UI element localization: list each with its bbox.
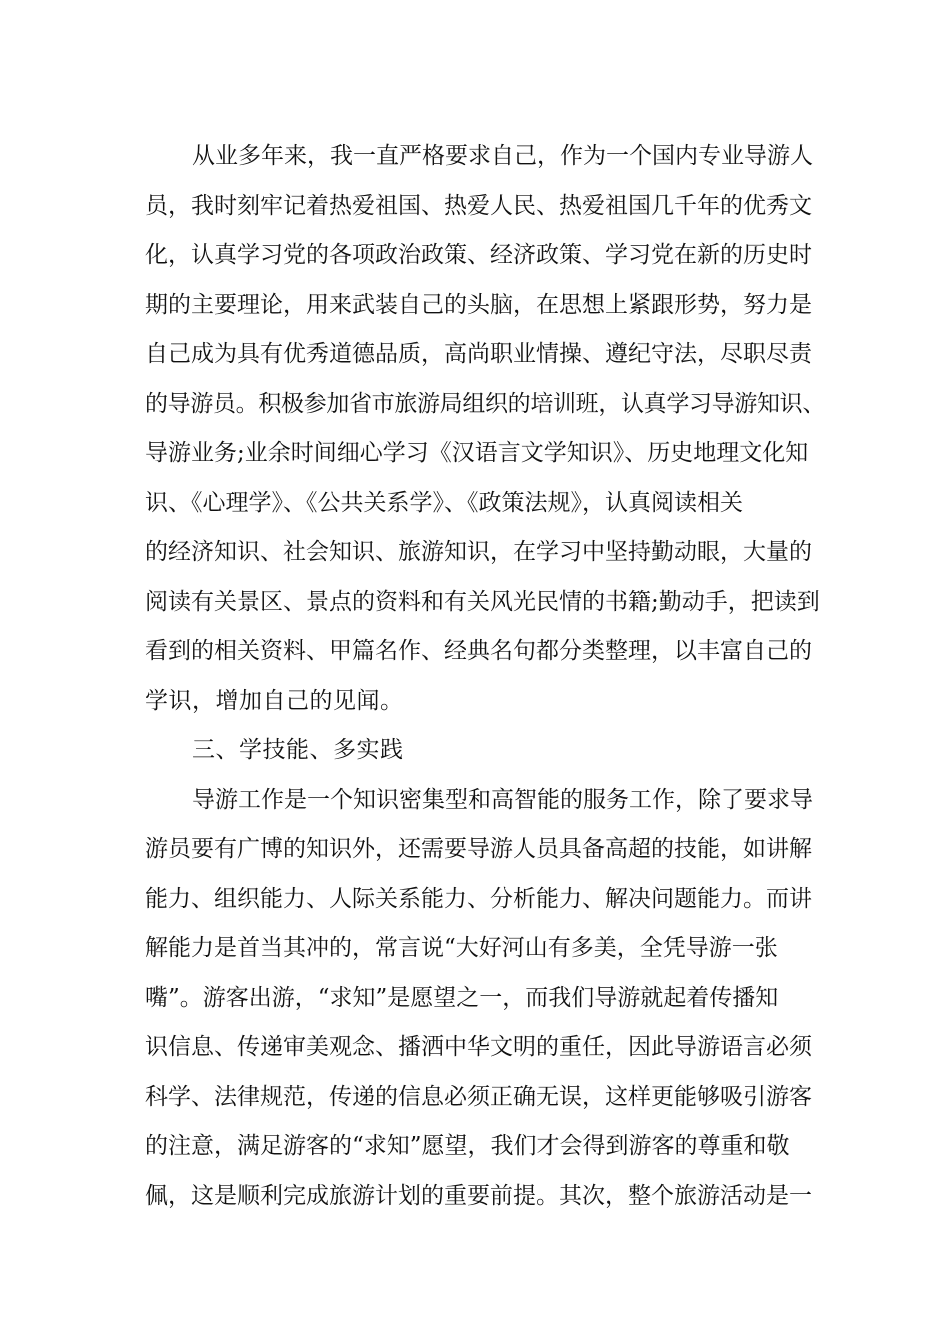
paragraph-line: 能力、组织能力、人际关系能力、分析能力、解决问题能力。而讲 bbox=[145, 886, 812, 912]
paragraph-line: 阅读有关景区、景点的资料和有关风光民情的书籍;勤动手，把读到 bbox=[145, 589, 820, 615]
paragraph-line: 科学、法律规范，传递的信息必须正确无误，这样更能够吸引游客 bbox=[145, 1084, 812, 1110]
paragraph-line: 从业多年来，我一直严格要求自己，作为一个国内专业导游人 bbox=[192, 143, 813, 169]
paragraph-line: 导游工作是一个知识密集型和高智能的服务工作，除了要求导 bbox=[192, 787, 813, 813]
paragraph-line: 看到的相关资料、甲篇名作、经典名句都分类整理，以丰富自己的 bbox=[145, 638, 812, 664]
paragraph-line: 的注意，满足游客的“求知”愿望，我们才会得到游客的尊重和敬 bbox=[145, 1133, 790, 1159]
paragraph-line: 员，我时刻牢记着热爱祖国、热爱人民、热爱祖国几千年的优秀文 bbox=[145, 193, 812, 219]
paragraph-line: 的经济知识、社会知识、旅游知识，在学习中坚持勤动眼，大量的 bbox=[145, 539, 812, 565]
section-heading: 三、学技能、多实践 bbox=[192, 737, 404, 763]
paragraph-line: 化，认真学习党的各项政治政策、经济政策、学习党在新的历史时 bbox=[145, 242, 812, 268]
paragraph-line: 期的主要理论，用来武装自己的头脑，在思想上紧跟形势，努力是 bbox=[145, 292, 812, 318]
paragraph-line: 嘴”。游客出游，“求知”是愿望之一，而我们导游就起着传播知 bbox=[145, 985, 779, 1011]
paragraph-line: 游员要有广博的知识外，还需要导游人员具备高超的技能，如讲解 bbox=[145, 836, 812, 862]
paragraph-line: 的导游员。积极参加省市旅游局组织的培训班，认真学习导游知识、 bbox=[145, 391, 826, 417]
paragraph-line: 解能力是首当其冲的，常言说“大好河山有多美，全凭导游一张 bbox=[145, 935, 778, 961]
paragraph-line: 学识，增加自己的见闻。 bbox=[145, 688, 404, 714]
paragraph-line: 导游业务;业余时间细心学习《汉语言文学知识》、历史地理文化知 bbox=[145, 440, 809, 466]
paragraph-line: 佩，这是顺利完成旅游计划的重要前提。其次，整个旅游活动是一 bbox=[145, 1183, 812, 1209]
paragraph-line: 自己成为具有优秀道德品质，高尚职业情操、遵纪守法，尽职尽责 bbox=[145, 341, 812, 367]
paragraph-line: 识信息、传递审美观念、播洒中华文明的重任，因此导游语言必须 bbox=[145, 1034, 812, 1060]
paragraph-line: 识、《心理学》、《公共关系学》、《政策法规》，认真阅读相关 bbox=[145, 490, 743, 516]
